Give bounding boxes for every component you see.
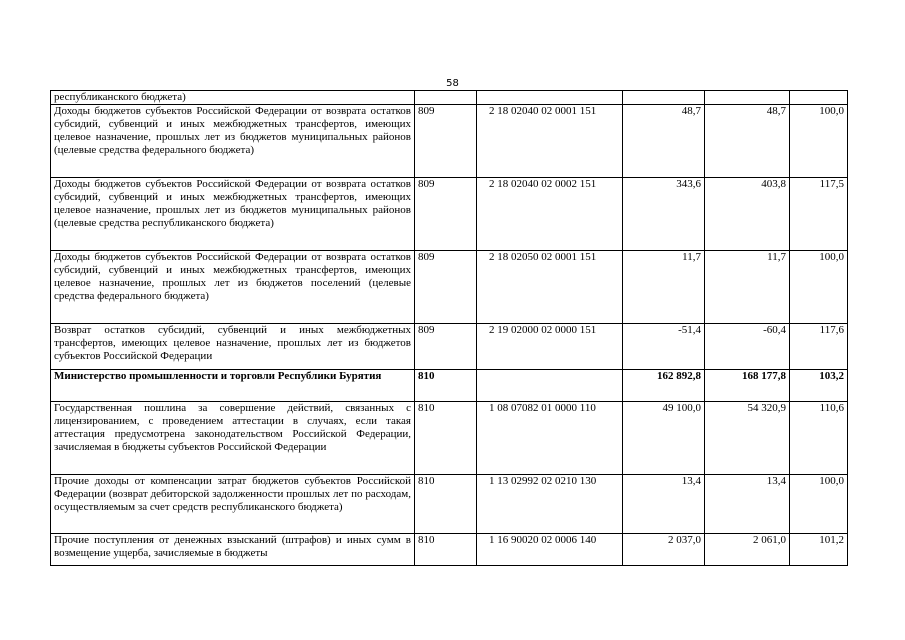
- row-percent: 100,0: [790, 475, 848, 534]
- row-plan-value: 48,7: [623, 105, 705, 178]
- page-number: 58: [446, 78, 459, 89]
- table-row: [51, 475, 848, 534]
- row-name: Прочие доходы от компенсации затрат бюджетов субъектов Российской Федерации (возврат дебиторской задолженности прошлых лет по расходам, осуществляемым за счет средств республиканского бюджета): [51, 475, 415, 534]
- row-admin-code: 809: [415, 251, 477, 324]
- table-row: [51, 324, 848, 370]
- row-percent: 110,6: [790, 402, 848, 475]
- row-plan-value: 162 892,8: [623, 370, 705, 402]
- row-plan-value: 49 100,0: [623, 402, 705, 475]
- row-fact-value: 11,7: [705, 251, 790, 324]
- row-plan-value: 2 037,0: [623, 534, 705, 566]
- row-name: Возврат остатков субсидий, субвенций и иных межбюджетных трансфертов, имеющих целевое назначение, прошлых лет из бюджетов субъектов Российской Федерации: [51, 324, 415, 370]
- row-name: Доходы бюджетов субъектов Российской Федерации от возврата остатков субсидий, субвенций и иных межбюджетных трансфертов, имеющих целевое назначение, прошлых лет из бюджетов муниципальных районов (целевые средства федерального бюджета): [51, 105, 415, 178]
- row-budget-code: 2 18 02050 02 0001 151: [477, 251, 623, 324]
- row-percent: 117,5: [790, 178, 848, 251]
- row-admin-code: 810: [415, 370, 477, 402]
- row-budget-code: 1 16 90020 02 0006 140: [477, 534, 623, 566]
- row-percent: 101,2: [790, 534, 848, 566]
- row-budget-code: 1 08 07082 01 0000 110: [477, 402, 623, 475]
- budget-revenue-table: [50, 90, 848, 566]
- row-name: Прочие поступления от денежных взысканий (штрафов) и иных сумм в возмещение ущерба, зачисляемые в бюджеты: [51, 534, 415, 566]
- row-admin-code: 810: [415, 475, 477, 534]
- table-row-continuation: [51, 91, 848, 105]
- row-plan-value: 13,4: [623, 475, 705, 534]
- row-budget-code: 1 13 02992 02 0210 130: [477, 475, 623, 534]
- row-fact-value: -60,4: [705, 324, 790, 370]
- row-fact-value: 403,8: [705, 178, 790, 251]
- row-fact-value: 2 061,0: [705, 534, 790, 566]
- table-row: [51, 534, 848, 566]
- table-row: [51, 105, 848, 178]
- row-admin-code: 810: [415, 534, 477, 566]
- table-row-ministry-total: [51, 370, 848, 402]
- row-percent: 100,0: [790, 105, 848, 178]
- continuation-text: республиканского бюджета): [51, 91, 415, 105]
- row-fact-value: 168 177,8: [705, 370, 790, 402]
- row-name: Государственная пошлина за совершение действий, связанных с лицензированием, с проведением аттестации в случаях, если такая аттестация предусмотрена законодательством Российской Федерации, зачисляемая в бюджеты субъектов Российской Федерации: [51, 402, 415, 475]
- row-plan-value: -51,4: [623, 324, 705, 370]
- row-percent: 103,2: [790, 370, 848, 402]
- row-fact-value: 13,4: [705, 475, 790, 534]
- row-percent: 117,6: [790, 324, 848, 370]
- row-budget-code: 2 18 02040 02 0001 151: [477, 105, 623, 178]
- row-budget-code: 2 18 02040 02 0002 151: [477, 178, 623, 251]
- row-name: Доходы бюджетов субъектов Российской Федерации от возврата остатков субсидий, субвенций и иных межбюджетных трансфертов, имеющих целевое назначение, прошлых лет из бюджетов муниципальных районов (целевые средства республиканского бюджета): [51, 178, 415, 251]
- row-plan-value: 343,6: [623, 178, 705, 251]
- row-name: Доходы бюджетов субъектов Российской Федерации от возврата остатков субсидий, субвенций и иных межбюджетных трансфертов, имеющих целевое назначение, прошлых лет из бюджетов поселений (целевые средства федерального бюджета): [51, 251, 415, 324]
- row-fact-value: 54 320,9: [705, 402, 790, 475]
- row-admin-code: 809: [415, 178, 477, 251]
- row-name: Министерство промышленности и торговли Республики Бурятия: [51, 370, 415, 402]
- row-plan-value: 11,7: [623, 251, 705, 324]
- table-row: [51, 251, 848, 324]
- row-budget-code: 2 19 02000 02 0000 151: [477, 324, 623, 370]
- row-admin-code: 809: [415, 324, 477, 370]
- row-budget-code: [477, 370, 623, 402]
- row-fact-value: 48,7: [705, 105, 790, 178]
- row-admin-code: 809: [415, 105, 477, 178]
- table-row: [51, 178, 848, 251]
- table-row: [51, 402, 848, 475]
- row-percent: 100,0: [790, 251, 848, 324]
- row-admin-code: 810: [415, 402, 477, 475]
